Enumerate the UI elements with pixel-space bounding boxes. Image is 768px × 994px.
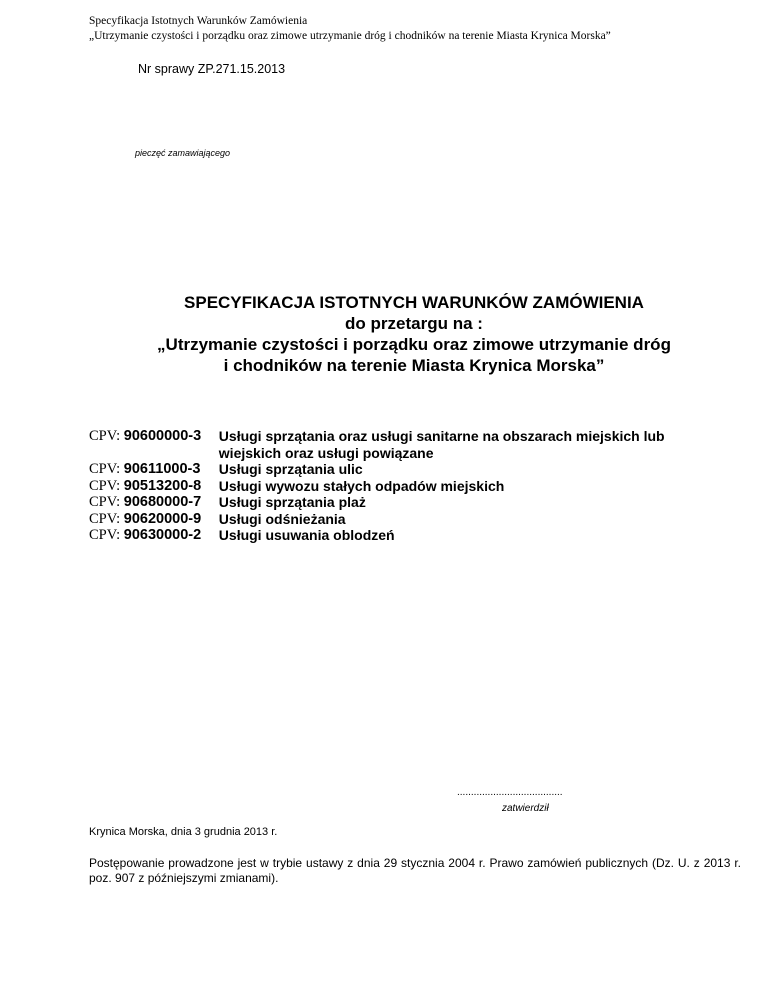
cpv-row xyxy=(89,494,749,511)
header-line-1: Specyfikacja Istotnych Warunków Zamówienia xyxy=(89,15,308,27)
cpv-description: Usługi wywozu stałych odpadów miejskich xyxy=(218,477,505,494)
cpv-prefix: CPV: xyxy=(89,461,124,477)
cpv-row xyxy=(89,428,749,461)
cpv-code: 90600000-3 xyxy=(123,428,202,444)
cpv-row xyxy=(89,461,749,478)
cpv-description: Usługi sprzątania plaż xyxy=(218,494,366,510)
signature-line: ...................................... xyxy=(457,787,563,798)
stamp-label: pieczęć zamawiającego xyxy=(135,148,231,158)
cpv-description-line-2: wiejskich oraz usługi powiązane xyxy=(218,444,434,461)
cpv-prefix: CPV: xyxy=(89,510,124,527)
cpv-code: 90513200-8 xyxy=(123,477,202,494)
cpv-description: Usługi sprzątania ulic xyxy=(218,461,363,477)
cpv-description: Usługi odśnieżania xyxy=(218,510,346,527)
title-line-2: do przetargu na : xyxy=(345,314,483,333)
cpv-prefix: CPV: xyxy=(89,428,124,444)
cpv-code: 90611000-3 xyxy=(123,461,201,477)
title-line-3: „Utrzymanie czystości i porządku oraz zimowe utrzymanie dróg xyxy=(157,335,671,354)
cpv-code: 90620000-9 xyxy=(123,510,202,527)
cpv-code-list xyxy=(89,428,749,544)
procedure-note: Postępowanie prowadzone jest w trybie ustawy z dnia 29 stycznia 2004 r. Prawo zamówień publicznych (Dz. U. z 2013 r. poz. 907 z późniejszymi zmianami). xyxy=(89,856,741,885)
place-and-date: Krynica Morska, dnia 3 grudnia 2013 r. xyxy=(89,826,278,838)
cpv-prefix: CPV: xyxy=(89,477,124,494)
cpv-row xyxy=(89,527,749,544)
cpv-code: 90630000-2 xyxy=(123,527,202,543)
cpv-prefix: CPV: xyxy=(89,494,124,510)
cpv-description xyxy=(219,428,729,461)
cpv-description: Usługi usuwania oblodzeń xyxy=(218,527,395,543)
case-number: Nr sprawy ZP.271.15.2013 xyxy=(138,62,286,76)
cpv-row xyxy=(89,511,749,528)
signature-label: zatwierdził xyxy=(502,803,549,814)
cpv-prefix: CPV: xyxy=(89,527,124,543)
running-header xyxy=(89,14,611,44)
title-line-4: i chodników na terenie Miasta Krynica Morska” xyxy=(223,356,605,375)
document-title xyxy=(89,292,739,376)
title-line-1: SPECYFIKACJA ISTOTNYCH WARUNKÓW ZAMÓWIENIA xyxy=(184,293,644,312)
cpv-code: 90680000-7 xyxy=(123,494,202,510)
cpv-row xyxy=(89,478,749,495)
header-line-2: „Utrzymanie czystości i porządku oraz zimowe utrzymanie dróg i chodników na terenie Miasta Krynica Morska” xyxy=(89,30,611,42)
cpv-description-line-1: Usługi sprzątania oraz usługi sanitarne na obszarach miejskich lub xyxy=(218,428,665,444)
